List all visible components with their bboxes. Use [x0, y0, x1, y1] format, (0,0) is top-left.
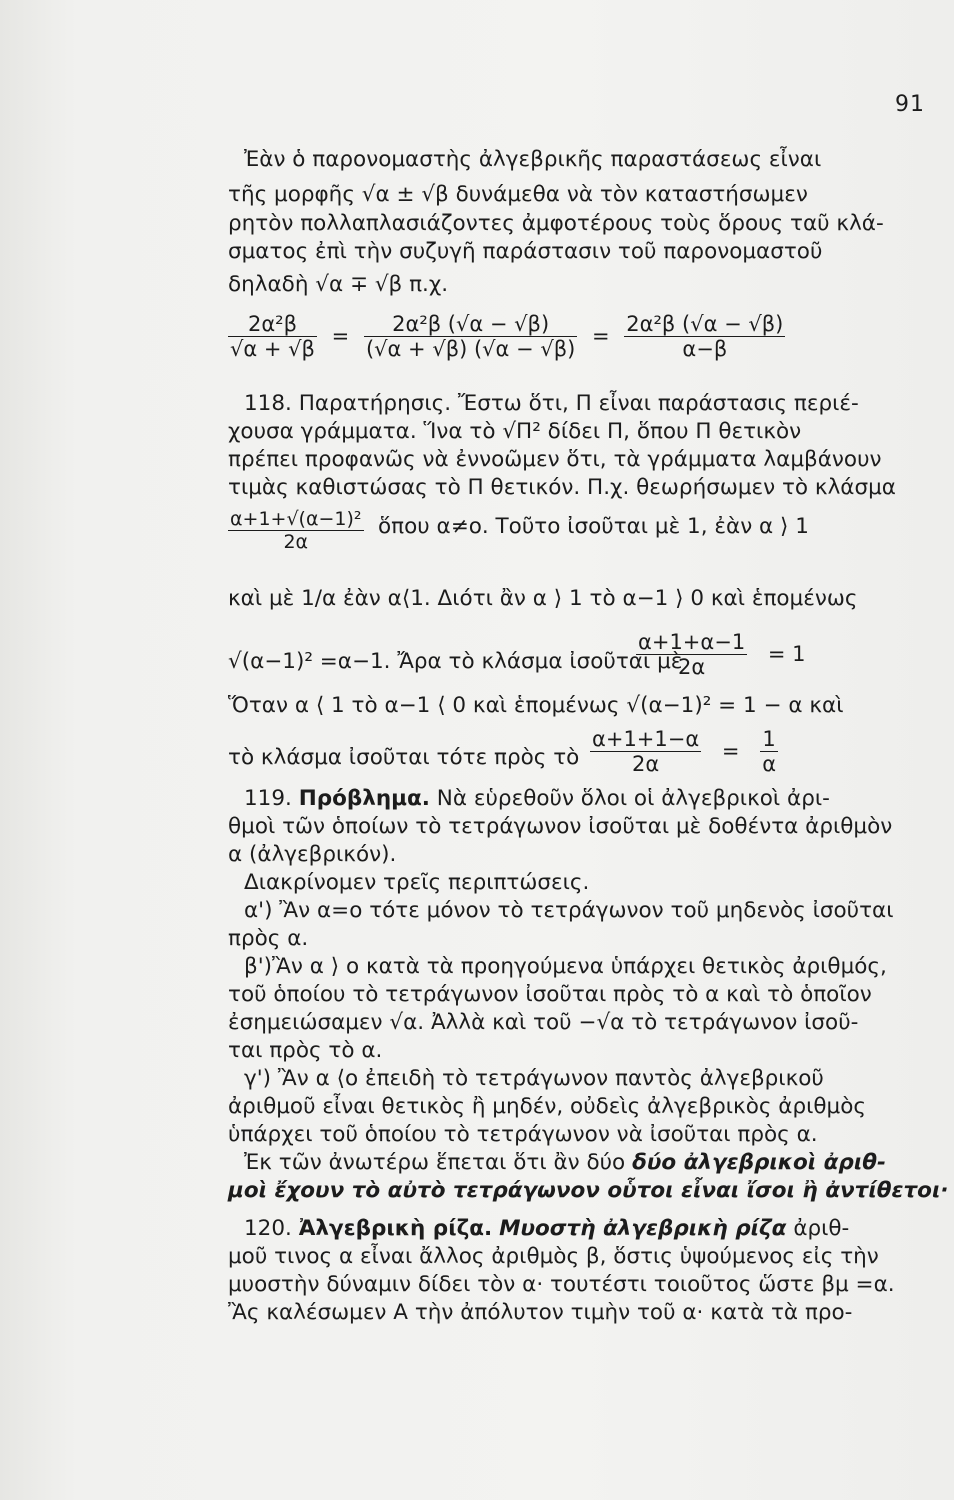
fraction-numerator: 2α²β (√α − √β): [364, 312, 577, 337]
section-120-line: μυοστὴν δύναμιν δίδει τὸν α· τουτέστι τοιοῦτος ὥστε βμ =α.: [228, 1272, 895, 1297]
fraction-numerator: α+1+α−1: [638, 630, 746, 654]
text-line: δηλαδὴ √α ∓ √β π.χ.: [228, 272, 449, 297]
fraction-numerator: α+1+√(α−1)²: [230, 508, 362, 530]
equals-sign: =: [592, 323, 610, 348]
section-118-line: πρέπει προφανῶς νὰ ἐννοῶμεν ὅτι, τὰ γράμματα λαμβάνουν: [228, 447, 882, 472]
rationalization-equation: [228, 312, 785, 361]
section-118-line: ὅπου α≠ο. Τοῦτο ἰσοῦται μὲ 1, ἐὰν α ⟩ 1: [378, 514, 809, 539]
section-119-line: πρὸς α.: [228, 926, 309, 951]
text-line: Ἐὰν ὁ παρονομαστὴς ἀλγεβρικῆς παραστάσεως εἶναι: [244, 147, 822, 172]
section-119-line: ἀριθμοῦ εἶναι θετικὸς ἢ μηδέν, οὐδεὶς ἀλγεβρικὸς ἀριθμὸς: [228, 1094, 866, 1119]
section-text: Ἐκ τῶν ἀνωτέρω ἕπεται ὅτι ἂν δύο: [244, 1150, 626, 1175]
section-119-heading-line: [244, 785, 830, 813]
section-title: Πρόβλημα.: [298, 786, 430, 811]
text-line: τῆς μορφῆς √α ± √β δυνάμεθα νὰ τὸν καταστήσωμεν: [228, 182, 808, 207]
emphasized-text: δύο ἀλγεβρικοὶ ἀριθ-: [632, 1150, 886, 1175]
equals-sign: =: [331, 323, 350, 348]
section-119-conclusion-line: [244, 1149, 886, 1177]
section-text: Νὰ εὑρεθοῦν ὅλοι οἱ ἀλγεβρικοὶ ἀρι-: [436, 786, 830, 811]
equals-sign: =: [721, 738, 740, 763]
section-119-line: ται πρὸς τὸ α.: [228, 1038, 383, 1063]
section-119-line: θμοὶ τῶν ὁποίων τὸ τετράγωνον ἰσοῦται μὲ δοθέντα ἀριθμὸν: [228, 814, 893, 839]
section-119-line: α') Ἂν α=ο τότε μόνον τὸ τετράγωνον τοῦ μηδενὸς ἰσοῦται: [244, 898, 894, 923]
fraction-denominator: α−β: [682, 337, 728, 361]
section-119-line: ἐσημειώσαμεν √α. Ἀλλὰ καὶ τοῦ −√α τὸ τετράγωνον ἰσοῦ-: [228, 1010, 859, 1035]
text-line: σματος ἐπὶ τὴν συζυγῆ παράστασιν τοῦ παρονομαστοῦ: [228, 239, 823, 264]
section-118-line: √(α−1)² =α−1. Ἄρα τὸ κλάσμα ἰσοῦται μὲ: [228, 649, 683, 674]
fraction: [590, 727, 778, 776]
section-number: 119.: [244, 786, 292, 811]
section-number: 120.: [244, 1216, 292, 1241]
section-119-line: ὑπάρχει τοῦ ὁποίου τὸ τετράγωνον νὰ ἰσοῦται πρὸς α.: [228, 1122, 818, 1147]
fraction: [636, 630, 806, 679]
section-118-line: τιμὰς καθιστώσας τὸ Π θετικόν. Π.χ. θεωρήσωμεν τὸ κλάσμα: [228, 475, 896, 500]
section-118-line: Ὅταν α ⟨ 1 τὸ α−1 ⟨ 0 καὶ ἑπομένως √(α−1)² = 1 − α καὶ: [228, 693, 844, 718]
fraction-denominator: 2α: [283, 531, 309, 553]
section-120-heading-line: [244, 1215, 850, 1243]
fraction-numerator: 1: [760, 727, 778, 752]
fraction-denominator: 2α: [677, 655, 706, 679]
fraction-denominator: 2α: [631, 752, 660, 776]
fraction-numerator: 2α²β (√α − √β): [626, 312, 784, 336]
section-118-line: τὸ κλάσμα ἰσοῦται τότε πρὸς τὸ: [228, 745, 580, 770]
page-number: 91: [895, 92, 925, 117]
section-120-line: Ἂς καλέσωμεν Α τὴν ἀπόλυτον τιμὴν τοῦ α· κατὰ τὰ προ-: [228, 1300, 853, 1325]
fraction-denominator: α: [762, 752, 777, 776]
section-119-line: Διακρίνομεν τρεῖς περιπτώσεις.: [244, 870, 590, 895]
fraction-result: = 1: [767, 641, 806, 666]
fraction: [364, 312, 577, 361]
section-title: Ἀλγεβρικὴ ρίζα.: [298, 1216, 493, 1241]
fraction-numerator: α+1+1−α: [592, 727, 700, 751]
section-120-line: μοῦ τινος α εἶναι ἄλλος ἀριθμὸς β, ὅστις ὑψούμενος εἰς τὴν: [228, 1244, 879, 1269]
section-118-line: χουσα γράμματα. Ἵνα τὸ √Π² δίδει Π, ὅπου Π θετικὸν: [228, 419, 802, 444]
section-119-line: γ') Ἂν α ⟨ο ἐπειδὴ τὸ τετράγωνον παντὸς ἀλγεβρικοῦ: [244, 1066, 824, 1091]
emphasized-text-line: μοὶ ἔχουν τὸ αὐτὸ τετράγωνον οὗτοι εἶναι ἴσοι ἢ ἀντίθετοι·: [228, 1178, 949, 1203]
fraction-denominator: √α + √β: [230, 337, 315, 361]
emphasized-text: Μυοστὴ ἀλγεβρικὴ ρίζα: [499, 1216, 787, 1241]
fraction: [228, 508, 364, 553]
fraction-numerator: 2α²β: [228, 312, 317, 337]
fraction: [624, 312, 785, 361]
section-119-line: β')Ἂν α ⟩ ο κατὰ τὰ προηγούμενα ὑπάρχει θετικὸς ἀριθμός,: [244, 954, 887, 979]
section-118-line: καὶ μὲ 1/α ἐὰν α⟨1. Διότι ἂν α ⟩ 1 τὸ α−1 ⟩ 0 καὶ ἑπομένως: [228, 586, 858, 611]
section-119-line: α (ἀλγεβρικόν).: [228, 842, 397, 867]
section-119-line: τοῦ ὁποίου τὸ τετράγωνον ἰσοῦται πρὸς τὸ α καὶ τὸ ὁποῖον: [228, 982, 872, 1007]
section-118-line: 118. Παρατήρησις. Ἔστω ὅτι, Π εἶναι παράστασις περιέ-: [244, 391, 859, 416]
fraction-denominator: (√α + √β) (√α − √β): [365, 337, 576, 361]
text-line: ρητὸν πολλαπλασιάζοντες ἀμφοτέρους τοὺς ὅρους ταῦ κλά-: [228, 211, 884, 236]
fraction: [228, 312, 317, 361]
section-text: ἀριθ-: [793, 1216, 850, 1241]
